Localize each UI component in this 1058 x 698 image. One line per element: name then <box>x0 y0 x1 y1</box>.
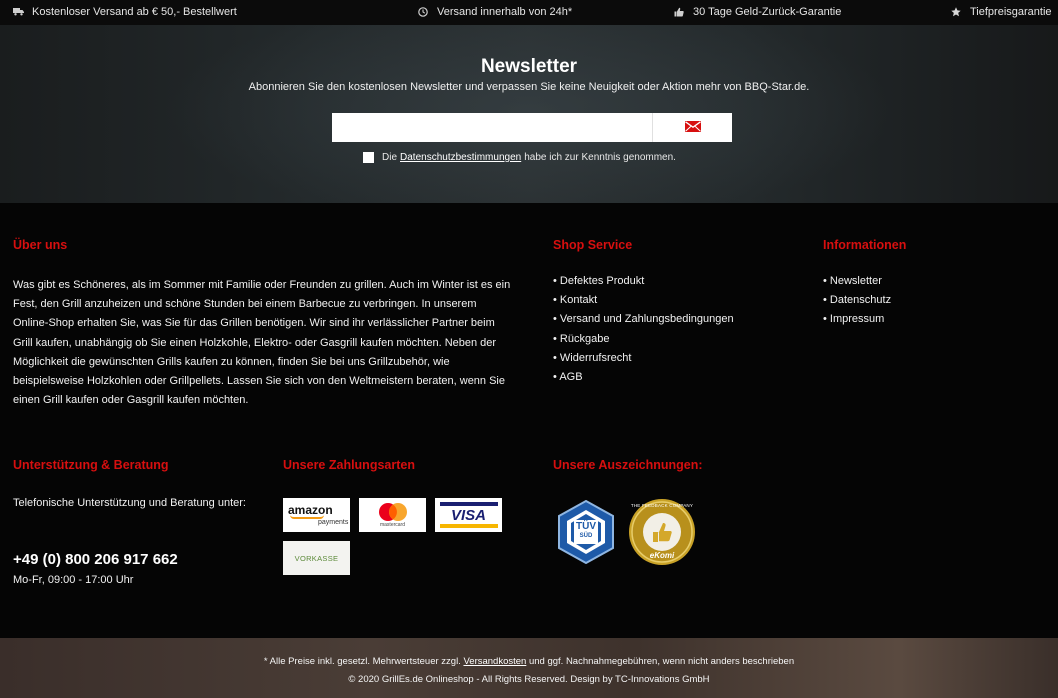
about-heading: Über uns <box>13 238 68 252</box>
usp-label: Versand innerhalb von 24h* <box>437 6 573 18</box>
newsletter-section <box>0 25 1058 203</box>
usp-item-shipping <box>13 6 237 18</box>
price-notice-text-after: und ggf. Nachnahmegebühren, wenn nicht anders beschrieben <box>528 656 795 667</box>
footer-link-imprint[interactable]: • Impressum <box>823 310 891 329</box>
footer-link-newsletter[interactable]: • Newsletter <box>823 272 891 291</box>
consent-text-before: Die <box>382 152 398 163</box>
visa-logo: VISA <box>435 498 502 532</box>
about-text: Was gibt es Schöneres, als im Sommer mit Familie oder Freunden zu grillen. Auch im Winter ist es ein Fest, den Grill anzuheizen und schöne Stunden bei einem Barbecue zu verbringen. In unserem Online-Shop erhalten Sie, was Sie für das Grillen benötigen. Wir sind ihr verlässlicher Partner beim Grill kaufen, unabhängig ob Sie einen Holzkohle, Elektro- oder Gasgrill kaufen möchten. Neben der Möglichkeit die gewünschten Grills kaufen zu können, finden Sie bei uns Grillzubehör, wie beispielsweise Holzkohlen oder Grillpellets. Lassen Sie sich von den Weltmeistern beraten, wenn Sie einen Grill kaufen oder Gasgrill kaufen möchten. <box>13 279 511 407</box>
star-icon <box>951 7 961 17</box>
payment-heading: Unsere Zahlungsarten <box>283 458 415 472</box>
tuv-sud-seal: TÜV SÜD <box>554 500 618 564</box>
support-text: Telefonische Unterstützung und Beratung unter: <box>13 497 246 509</box>
privacy-policy-link[interactable]: Datenschutzbestimmungen <box>400 152 522 163</box>
clock-icon <box>418 7 428 17</box>
vorkasse-logo: VORKASSE <box>283 541 350 575</box>
price-notice <box>0 656 1058 667</box>
legal-bar <box>0 638 1058 698</box>
shop-service-list <box>553 272 734 387</box>
information-list <box>823 272 891 330</box>
support-heading: Unterstützung & Beratung <box>13 458 169 472</box>
awards-heading: Unsere Auszeichnungen: <box>553 458 703 472</box>
amazon-pay-logo: amazon payments <box>283 498 350 532</box>
support-phone[interactable]: +49 (0) 800 206 917 662 <box>13 551 178 568</box>
footer-link-returns[interactable]: • Rückgabe <box>553 330 734 349</box>
usp-item-price <box>951 6 1052 18</box>
ekomi-seal: THE FEEDBACK COMPANY eKomi <box>628 498 696 566</box>
newsletter-title: Newsletter <box>480 56 578 77</box>
footer-link-withdrawal[interactable]: • Widerrufsrecht <box>553 349 734 368</box>
mastercard-logo: mastercard <box>359 498 426 532</box>
usp-label: Kostenloser Versand ab € 50,- Bestellwert <box>32 6 237 18</box>
newsletter-email-input[interactable] <box>332 113 652 142</box>
thumbs-up-icon <box>674 7 684 17</box>
footer-link-defective-product[interactable]: • Defektes Produkt <box>553 272 734 291</box>
truck-icon <box>13 7 23 17</box>
newsletter-subtitle: Abonnieren Sie den kostenlosen Newsletter und verpassen Sie keine Neuigkeit oder Aktion mehr von BBQ-Star.de. <box>248 81 810 93</box>
price-notice-text: * Alle Preise inkl. gesetzl. Mehrwertsteuer zzgl. <box>263 656 461 667</box>
footer-link-privacy[interactable]: • Datenschutz <box>823 291 891 310</box>
consent-text-after: habe ich zur Kenntnis genommen. <box>524 152 676 163</box>
footer-link-terms[interactable]: • AGB <box>553 368 734 387</box>
shipping-costs-link[interactable]: Versandkosten <box>463 656 527 667</box>
copyright: © 2020 GrillEs.de Onlineshop - All Rights Reserved. Design by TC-Innovations GmbH <box>348 674 710 685</box>
footer-link-contact[interactable]: • Kontakt <box>553 291 734 310</box>
consent-checkbox[interactable] <box>363 152 374 163</box>
usp-item-guarantee <box>674 6 841 18</box>
shop-service-heading: Shop Service <box>553 238 633 252</box>
envelope-icon <box>685 119 701 137</box>
footer <box>0 203 1058 638</box>
usp-bar <box>0 0 1058 25</box>
newsletter-consent <box>363 152 676 163</box>
usp-item-delivery <box>418 6 572 18</box>
information-heading: Informationen <box>823 238 907 252</box>
newsletter-submit-button[interactable] <box>652 113 732 142</box>
usp-label: Tiefpreisgarantie <box>970 6 1052 18</box>
usp-label: 30 Tage Geld-Zurück-Garantie <box>693 6 842 18</box>
support-hours: Mo-Fr, 09:00 - 17:00 Uhr <box>13 574 134 586</box>
footer-link-shipping-payment[interactable]: • Versand und Zahlungsbedingungen <box>553 310 734 329</box>
